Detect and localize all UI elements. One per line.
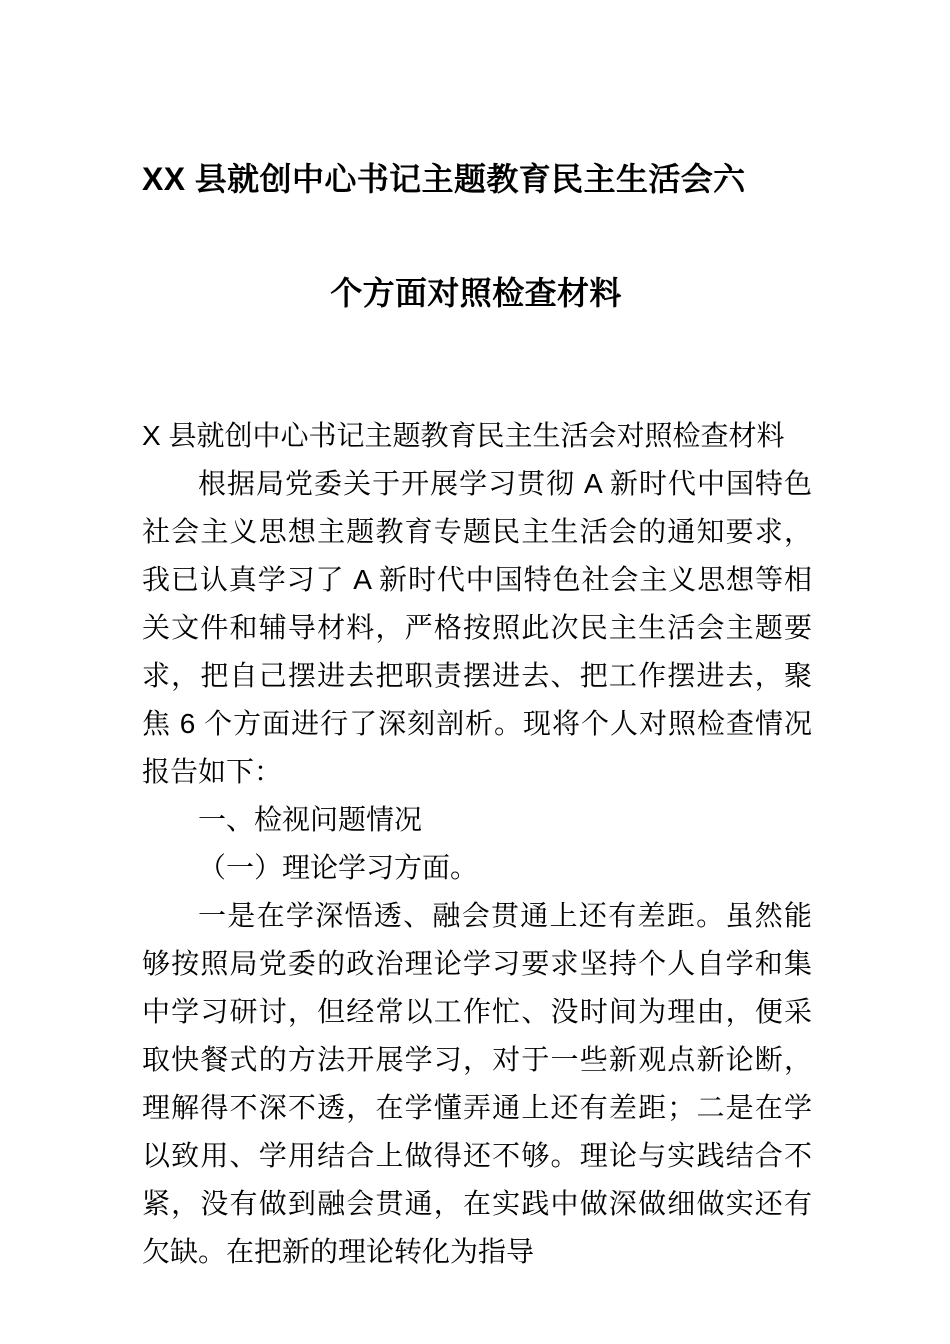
document-title-line-2: 个方面对照检查材料: [330, 275, 622, 311]
body-paragraph-theory-study: 一是在学深悟透、融会贯通上还有差距。虽然能够按照局党委的政治理论学习要求坚持个人自学和集中学习研讨，但经常以工作忙、没时间为理由，便采取快餐式的方法开展学习，对于一些新观点新论断，理解得不深不透，在学懂弄通上还有差距；二是在学以致用、学用结合上做得还不够。理论与实践结合不紧，没有做到融会贯通，在实践中做深做细做实还有欠缺。在把新的理论转化为指导: [142, 900, 812, 1267]
opening-paragraph: 根据局党委关于开展学习贯彻 A 新时代中国特色社会主义思想主题教育专题民主生活会的通知要求，我已认真学习了 A 新时代中国特色社会主义思想等相关文件和辅导材料，严格按照此次民主生活会主题要求，把自己摆进去把职责摆进去、把工作摆进去，聚焦 6 个方面进行了深刻剖析。现将个人对照检查情况报告如下：: [142, 468, 812, 787]
subsection-heading-one: （一）理论学习方面。: [198, 852, 479, 883]
section-heading-one: 一、检视问题情况: [198, 804, 423, 835]
document-subtitle: X 县就创中心书记主题教育民主生活会对照检查材料: [142, 420, 785, 451]
document-body: [142, 412, 812, 1276]
document-title: [142, 148, 810, 324]
document-title-line-1: XX 县就创中心书记主题教育民主生活会六: [142, 161, 746, 197]
